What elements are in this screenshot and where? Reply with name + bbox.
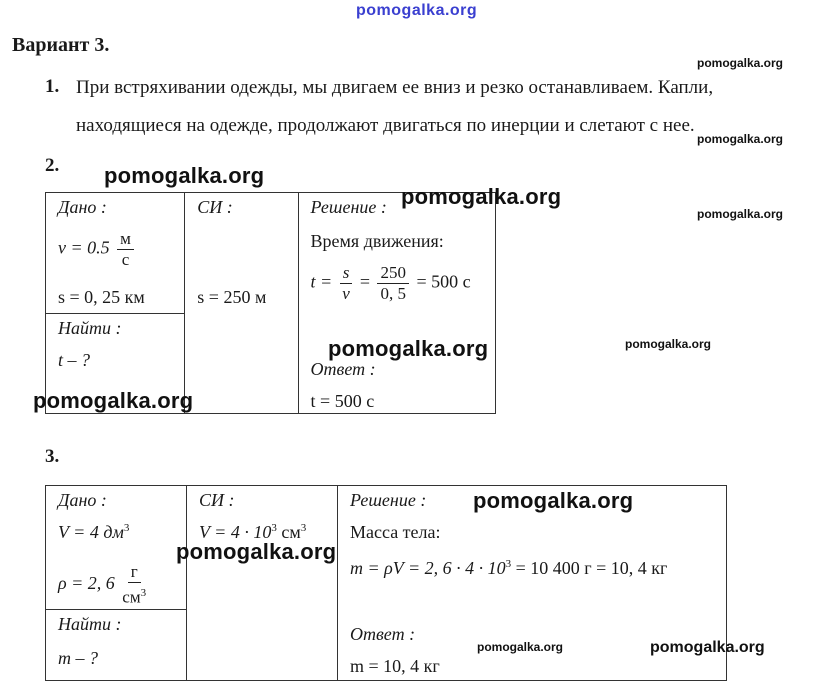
watermark: pomogalka.org (650, 639, 765, 656)
q2-equation (311, 263, 471, 304)
q3-eq-exp: 3 (505, 558, 512, 570)
q3-equation (350, 558, 667, 579)
q1-number: 1. (45, 76, 60, 97)
q3-density-value: ρ = 2, 6 (58, 572, 115, 593)
q2-eq-frac-values-num: 250 (377, 263, 409, 284)
watermark: pomogalka.org (697, 207, 784, 221)
q2-answer-label: Ответ : (310, 359, 376, 379)
watermark: pomogalka.org (697, 56, 784, 70)
q3-si-cell (187, 486, 338, 681)
q2-eq-frac-values (377, 263, 409, 304)
q3-volume-exp: 3 (123, 522, 130, 534)
top-watermark: pomogalka.org (356, 2, 478, 19)
watermark: pomogalka.org (477, 640, 564, 654)
q2-eq-lhs: t = (310, 271, 333, 292)
q3-si-value-pre: V = 4 · 10 (199, 522, 272, 542)
q3-density-unit (122, 562, 146, 608)
q3-number: 3. (45, 446, 60, 467)
q2-si-label: СИ : (197, 197, 233, 217)
variant-heading: Вариант 3. (12, 34, 110, 56)
q3-find-cell (46, 610, 187, 681)
q2-si-value: s = 250 м (197, 287, 267, 307)
q3-given-cell (46, 486, 187, 610)
q2-eq-frac-sv (340, 263, 353, 304)
q3-density (58, 562, 149, 608)
watermark: pomogalka.org (625, 337, 712, 351)
q2-solution-table (45, 192, 496, 414)
q3-si-label: СИ : (199, 490, 235, 510)
watermark: pomogalka.org (33, 388, 194, 413)
watermark: pomogalka.org (328, 336, 489, 361)
q1-line-1: При встряхивании одежды, мы двигаем ее вниз и резко останавливаем. Капли, (76, 77, 714, 98)
watermark: pomogalka.org (104, 163, 265, 188)
q2-si-cell (185, 193, 298, 414)
q3-find: m – ? (58, 648, 98, 668)
q2-velocity (58, 229, 137, 270)
q3-solution-table (45, 485, 727, 681)
q2-velocity-value: v = 0.5 (58, 237, 110, 258)
q2-eq-result: = 500 с (416, 271, 471, 292)
q2-find-label: Найти : (58, 318, 122, 338)
q2-find: t – ? (58, 350, 91, 370)
q2-solution-label: Решение : (310, 197, 387, 217)
q2-velocity-unit-num: м (117, 229, 134, 250)
q3-volume-given (58, 522, 129, 543)
q2-answer: t = 500 с (310, 391, 375, 411)
q2-solution-cell (298, 193, 495, 414)
q2-eq-frac-sv-den: v (342, 284, 350, 303)
q2-given-label: Дано : (58, 197, 107, 217)
q3-answer: m = 10, 4 кг (350, 656, 440, 676)
q2-number: 2. (45, 155, 60, 176)
q3-density-unit-den (122, 583, 146, 608)
q2-velocity-unit (117, 229, 134, 270)
q2-distance-given: s = 0, 25 км (58, 287, 145, 307)
q3-density-unit-den-text: см (122, 587, 141, 607)
q2-velocity-unit-den: с (121, 250, 130, 269)
q3-eq-post: = 10 400 г = 10, 4 кг (511, 558, 668, 578)
q3-find-label: Найти : (58, 614, 122, 634)
q3-si-unit: см (276, 522, 301, 542)
q1-line-2: находящиеся на одежде, продолжают двигаться по инерции и слетают с нее. (76, 115, 695, 136)
q3-solution-label: Решение : (350, 490, 427, 510)
q2-solution-text: Время движения: (310, 231, 444, 251)
q2-eq-frac-sv-num: s (340, 263, 353, 284)
q3-volume-value: V = 4 дм (58, 522, 124, 542)
q3-si-exp: 3 (271, 522, 277, 534)
q2-given-cell (46, 193, 185, 314)
watermark: pomogalka.org (176, 539, 337, 564)
watermark: pomogalka.org (473, 488, 634, 513)
q3-density-unit-exp: 3 (140, 587, 147, 599)
watermark: pomogalka.org (697, 132, 784, 146)
q2-eq-equals: = (359, 271, 370, 292)
q2-eq-frac-values-den: 0, 5 (380, 284, 406, 303)
q3-density-unit-num: г (128, 562, 141, 583)
q3-si-unit-exp: 3 (300, 522, 307, 534)
q3-eq-pre: m = ρV = 2, 6 · 4 · 10 (350, 558, 506, 578)
q3-solution-text: Масса тела: (350, 522, 441, 542)
watermark: pomogalka.org (401, 184, 562, 209)
q3-given-label: Дано : (58, 490, 107, 510)
q3-answer-label: Ответ : (350, 624, 416, 644)
